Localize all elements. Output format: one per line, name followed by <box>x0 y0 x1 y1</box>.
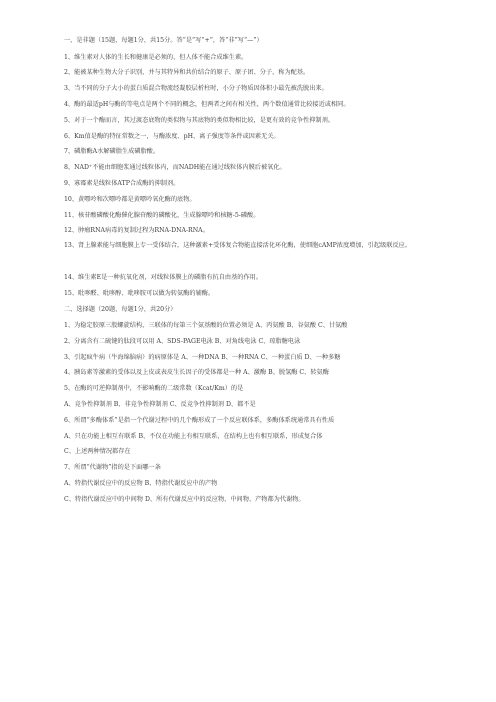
judgment-item: 14、维生素E是一种抗氧化剂，对线粒体膜上的磷脂有抗自由基的作用。 <box>64 274 263 281</box>
choice-item: 7、所谓“代谢物”指的是下面哪一条 <box>64 464 161 471</box>
judgment-item: 5、对于一个酶而言，其过渡态底物的类似物与其底物的类似物相比较，是更有效的竞争性抑制剂。 <box>64 117 334 124</box>
judgment-item: 15、吡哆醛、吡哆醇、吡哆胺可以做为转氨酶的辅酶。 <box>64 290 215 297</box>
judgment-item: 6、Km值是酶的特征常数之一，与酶浓度、pH、离子强度等条件或因素无关。 <box>64 133 280 140</box>
section-1-header: 一、是非题（15题，每题1分，共15分。答“是”写“+”，答“非”写“—”） <box>64 37 263 44</box>
judgment-item: 10、黄嘌呤和次嘌呤都是黄嘌呤氧化酶的底物。 <box>64 196 196 203</box>
judgment-item: 4、酶的最适pH与酶的等电点是两个不同的概念，但两者之间有相关性，两个数值通常比较接近或相同。 <box>64 101 350 108</box>
choice-item: 5、在酶的可逆抑制剂中，不影响酶的二级常数（Kcat/Km）的是 <box>64 385 244 392</box>
judgment-item: 13、肾上腺素能与细胞膜上专一受体结合，这种激素+受体复合物能直接活化环化酶，使细胞cAMP浓度增加，引起级联反应。 <box>64 242 412 249</box>
choice-options: A、特指代谢反应中的反应物 B、特指代谢反应中的产物 <box>64 480 218 487</box>
choice-item: 4、胰岛素等激素的受体以及上皮或表皮生长因子的受体都是一种 A、激酶 B、脱氢酶 C、转氨酶 <box>64 369 329 376</box>
choice-options: A、只在功能上相互有联系 B、不仅在功能上有相互联系，在结构上也有相互联系，形成复合体 <box>64 433 323 440</box>
choice-options: A、竞争性抑制剂 B、非竞争性抑制剂 C、反竞争性抑制剂 D、都不是 <box>64 401 256 408</box>
section-2-header: 二、选择题（20题，每题1分，共20分） <box>64 306 177 313</box>
judgment-item: 11、核苷酸磷酸化酶催化腺苷酸的磷酸化，生成腺嘌呤和核糖-5-磷酸。 <box>64 212 260 219</box>
judgment-item: 7、磷脂酶A水解磷脂生成磷脂酸。 <box>64 148 160 155</box>
judgment-item: 12、肿瘤RNA病毒的复制过程为RNA-DNA-RNA。 <box>64 227 209 234</box>
choice-item: 2、分离含有二硫键的肽段可以用 A、SDS-PAGE电泳 B、对角线电泳 C、琼脂糖电泳 <box>64 338 301 345</box>
judgment-item: 2、能被某种生物大分子识别，并与其特异和共价结合的原子、原子团、分子，称为配基。 <box>64 69 310 76</box>
judgment-item: 1、维生素对人体的生长和健康是必须的，但人体不能合成维生素。 <box>64 54 248 61</box>
choice-options: C、特指代谢反应中的中间物 D、所有代谢反应中的反应物、中间物、产物都为代谢物。 <box>64 496 305 503</box>
choice-options: C、上述两种情况都存在 <box>64 448 131 455</box>
choice-item: 1、为稳定胶原三股螺旋结构，三联体的每第三个氨基酸的位置必须是 A、丙氨酸 B、谷氨酸 C、甘氨酸 <box>64 322 348 329</box>
judgment-item: 8、NAD⁺不能由细胞浆通过线粒体内，而NADH能在通过线粒体内膜后被氧化。 <box>64 164 286 171</box>
choice-item: 3、引起疯牛病（牛海绵脑病）的病原体是 A、一种DNA B、一种RNA C、一种蛋白质 D、一种多糖 <box>64 354 341 361</box>
choice-item: 6、所谓“多酶体系”是指一个代谢过程中的几个酶形成了一个反应联体系，多酶体系统通常具有性质 <box>64 417 335 424</box>
judgment-item: 3、当不同的分子大小的蛋白质混合物流经凝胶层析柱时，小分子物质因体积小最先被洗脱出来。 <box>64 85 328 92</box>
judgment-item: 9、寡霉素是线粒体ATP合成酶的抑制剂。 <box>64 180 180 187</box>
